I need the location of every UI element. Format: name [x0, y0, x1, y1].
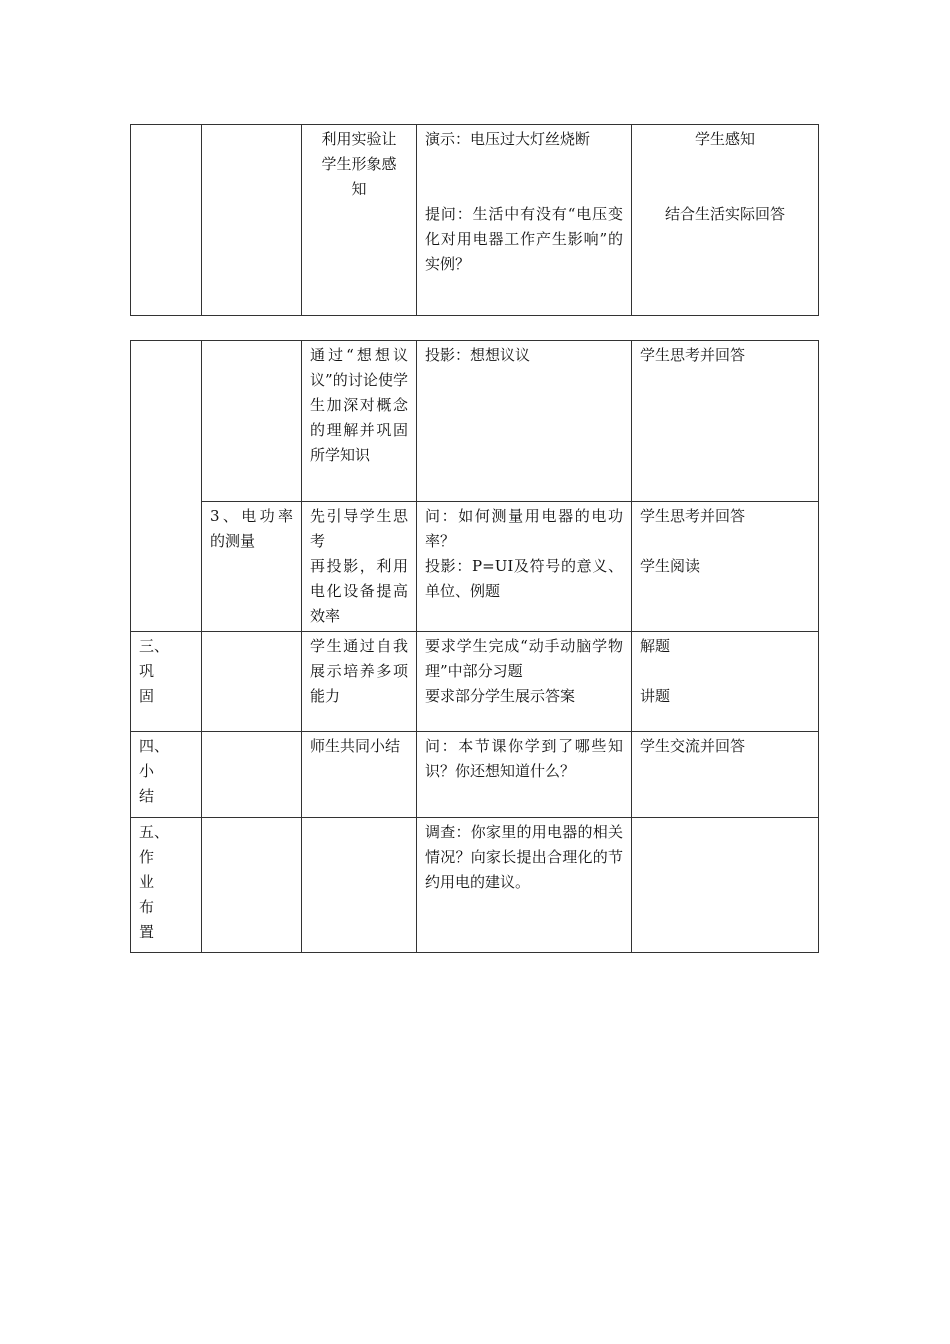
- teacher-activity-cell: 演示：电压过大灯丝烧断 提问：生活中有没有“电压变化对用电器工作产生影响”的实例？: [417, 125, 632, 316]
- teacher-activity-cell: 要求学生完成“动手动脑学物理”中部分习题 要求部分学生展示答案: [417, 632, 632, 732]
- table-row: [131, 732, 819, 818]
- design-intent-cell: 师生共同小结: [302, 732, 417, 818]
- design-intent-cell: [302, 818, 417, 953]
- table-row: [131, 632, 819, 732]
- stage-cell: [131, 341, 202, 632]
- student-activity-cell: 学生感知 结合生活实际回答: [632, 125, 819, 316]
- content-cell: 3、电功率的测量: [202, 502, 302, 632]
- lesson-table-top: [130, 124, 819, 316]
- student-activity-cell: 学生思考并回答 学生阅读: [632, 502, 819, 632]
- teacher-activity-cell: 问：如何测量用电器的电功率？ 投影：P=UI及符号的意义、单位、例题: [417, 502, 632, 632]
- content-cell: [202, 125, 302, 316]
- student-activity-cell: 解题 讲题: [632, 632, 819, 732]
- lesson-table-main: [130, 340, 819, 953]
- content-cell: [202, 632, 302, 732]
- design-intent-cell: 通过“想想议议”的讨论使学生加深对概念的理解并巩固所学知识: [302, 341, 417, 502]
- teacher-activity-cell: 问：本节课你学到了哪些知识？你还想知道什么？: [417, 732, 632, 818]
- content-cell: [202, 341, 302, 502]
- table-row: [131, 818, 819, 953]
- content-cell: [202, 732, 302, 818]
- content-cell: [202, 818, 302, 953]
- student-activity-cell: [632, 818, 819, 953]
- teacher-activity-cell: 调查：你家里的用电器的相关情况？向家长提出合理化的节约用电的建议。: [417, 818, 632, 953]
- student-activity-cell: 学生思考并回答: [632, 341, 819, 502]
- stage-cell: 四、 小 结: [131, 732, 202, 818]
- student-activity-cell: 学生交流并回答: [632, 732, 819, 818]
- teacher-activity-cell: 投影：想想议议: [417, 341, 632, 502]
- table-row: [131, 341, 819, 502]
- stage-cell: 三、 巩 固: [131, 632, 202, 732]
- design-intent-cell: 学生通过自我展示培养多项能力: [302, 632, 417, 732]
- design-intent-cell: 先引导学生思考 再投影，利用电化设备提高效率: [302, 502, 417, 632]
- table-row: [131, 125, 819, 316]
- stage-cell: 五、 作 业 布 置: [131, 818, 202, 953]
- stage-cell: [131, 125, 202, 316]
- table-row: [131, 502, 819, 632]
- design-intent-cell: 利用实验让 学生形象感 知: [302, 125, 417, 316]
